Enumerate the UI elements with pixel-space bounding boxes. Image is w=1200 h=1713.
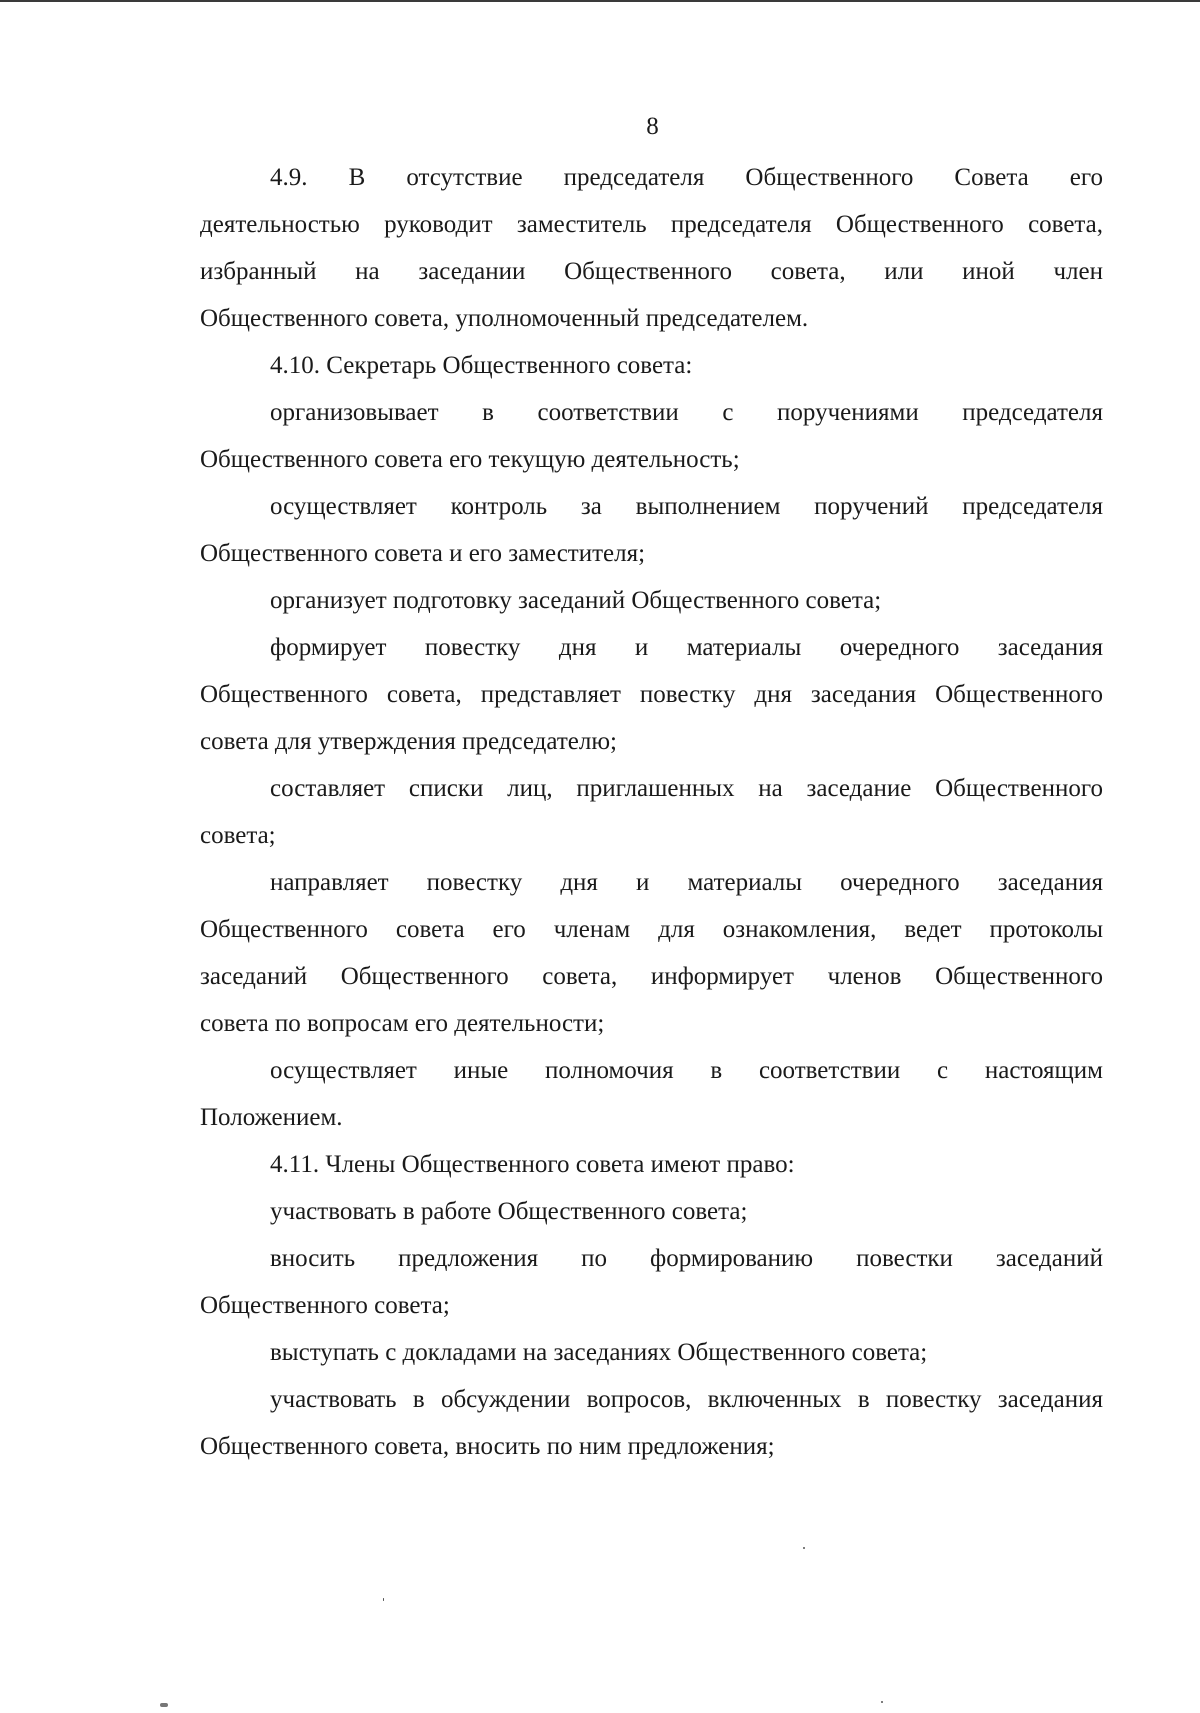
document-body bbox=[200, 154, 1103, 1470]
text-line: участвовать в работе Общественного совета; bbox=[270, 1198, 748, 1225]
paragraph-p-propose bbox=[200, 1235, 1103, 1329]
paragraph-p-agenda bbox=[200, 624, 1103, 765]
text-line: Общественного совета его членам для ознакомления, ведет протоколы bbox=[200, 916, 1103, 943]
scan-speck bbox=[160, 1703, 168, 1707]
paragraph-p-organizes bbox=[200, 389, 1103, 483]
scan-speck bbox=[803, 1547, 805, 1549]
text-line: Общественного совета; bbox=[200, 1292, 450, 1319]
text-line: организует подготовку заседаний Общественного совета; bbox=[270, 587, 882, 614]
text-line: вносить предложения по формированию повестки заседаний bbox=[270, 1245, 1103, 1272]
text-line: участвовать в обсуждении вопросов, включенных в повестку заседания bbox=[270, 1386, 1103, 1413]
paragraph-p-other-powers bbox=[200, 1047, 1103, 1141]
paragraph-p-reports bbox=[200, 1329, 1103, 1376]
text-line: совета по вопросам его деятельности; bbox=[200, 1010, 605, 1037]
text-line: Общественного совета, представляет повестку дня заседания Общественного bbox=[200, 681, 1103, 708]
text-line: организовывает в соответствии с поручениями председателя bbox=[270, 399, 1103, 426]
text-line: выступать с докладами на заседаниях Общественного совета; bbox=[270, 1339, 928, 1366]
paragraph-p-sends bbox=[200, 859, 1103, 1047]
text-line: Общественного совета и его заместителя; bbox=[200, 540, 646, 567]
paragraph-p-4-10 bbox=[200, 342, 1103, 389]
text-line: избранный на заседании Общественного совета, или иной член bbox=[200, 258, 1103, 285]
text-line: 4.10. Секретарь Общественного совета: bbox=[270, 352, 693, 379]
text-line: формирует повестку дня и материалы очередного заседания bbox=[270, 634, 1103, 661]
paragraph-p-participate bbox=[200, 1188, 1103, 1235]
paragraph-p-prepares bbox=[200, 577, 1103, 624]
text-line: осуществляет контроль за выполнением поручений председателя bbox=[270, 493, 1103, 520]
text-line: Положением. bbox=[200, 1104, 343, 1131]
scan-speck bbox=[881, 1701, 883, 1703]
paragraph-p-lists bbox=[200, 765, 1103, 859]
text-line: осуществляет иные полномочия в соответствии с настоящим bbox=[270, 1057, 1103, 1084]
paragraph-p-4-9 bbox=[200, 154, 1103, 342]
text-line: 4.9. В отсутствие председателя Общественного Совета его bbox=[270, 164, 1103, 191]
text-line: 4.11. Члены Общественного совета имеют право: bbox=[270, 1151, 795, 1178]
text-line: совета для утверждения председателю; bbox=[200, 728, 617, 755]
paragraph-p-discuss bbox=[200, 1376, 1103, 1470]
text-line: Общественного совета, вносить по ним предложения; bbox=[200, 1433, 775, 1460]
text-line: совета; bbox=[200, 822, 276, 849]
scan-top-edge bbox=[0, 0, 1200, 2]
paragraph-p-control bbox=[200, 483, 1103, 577]
scan-speck bbox=[383, 1598, 384, 1601]
page-number: 8 bbox=[646, 113, 659, 140]
text-line: заседаний Общественного совета, информирует членов Общественного bbox=[200, 963, 1103, 990]
text-line: деятельностью руководит заместитель председателя Общественного совета, bbox=[200, 211, 1103, 238]
text-line: Общественного совета его текущую деятельность; bbox=[200, 446, 740, 473]
text-line: направляет повестку дня и материалы очередного заседания bbox=[270, 869, 1103, 896]
text-line: составляет списки лиц, приглашенных на заседание Общественного bbox=[270, 775, 1103, 802]
paragraph-p-4-11 bbox=[200, 1141, 1103, 1188]
text-line: Общественного совета, уполномоченный председателем. bbox=[200, 305, 809, 332]
